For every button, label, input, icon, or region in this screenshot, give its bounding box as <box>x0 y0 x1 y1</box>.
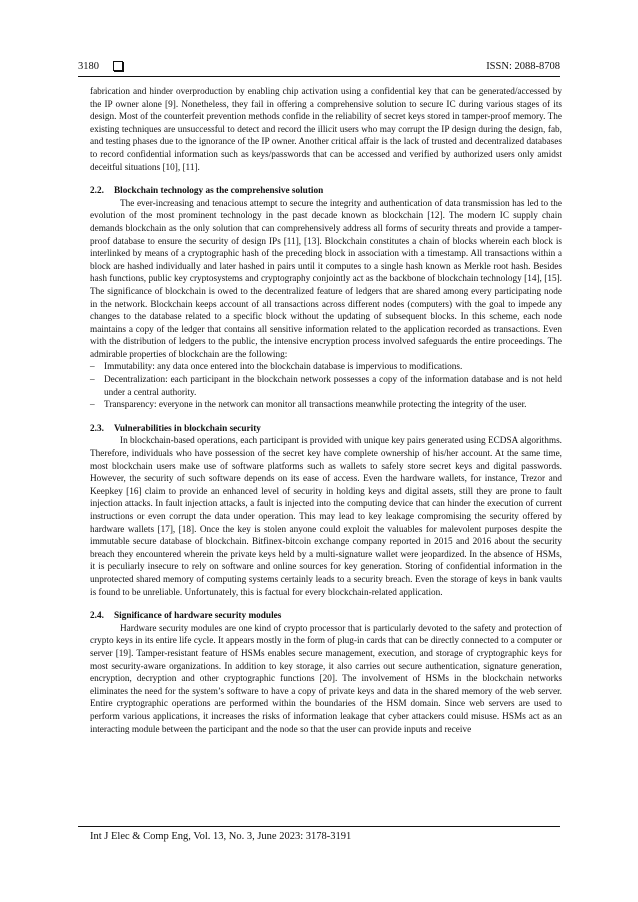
section-number: 2.3. <box>90 423 104 434</box>
section-title: Significance of hardware security modules <box>114 611 282 622</box>
section-paragraph: The ever-increasing and tenacious attempt to secure the integrity and authentication of data transmission has led to the evolution of the most prominent technology in the past decade known as blockchain [12]. The modern IC supply chain demands blockchain as the only solution that can comprehensively address all forms of security threats and provide a tamper-proof database to ensure the security of design IPs [11], [13]. Blockchain constitutes a chain of blocks wherein each block is interlinked by means of a cryptographic hash of the preceding block in association with a timestamp. All transactions within a block are hashed individually and later hashed in pairs until it computes to a single hash known as Merkle root hash. Besides hash functions, public key cryptosystems and cryptography conjointly act as the backbone of blockchain technology [14], [15]. The significance of blockchain is owed to the decentralized feature of ledgers that are shared among every participating node in the network. Blockchain keeps account of all transactions across different nodes (computers) with the goal to impede any changes to the database related to a specific block without the updating of subsequent blocks. In this scheme, each node maintains a copy of the ledger that contains all sensitive information related to the application recorded as transactions. Even with the distribution of ledgers to the public, the intensive encryption process involved safeguards the entire proceedings. The admirable properties of blockchain are the following: <box>90 198 562 360</box>
intro-paragraph: fabrication and hinder overproduction by enabling chip activation using a confidential key that can be generated/accessed by the IP owner alone [9]. Nonetheless, they fail in offering a comprehensive solution to secure IC during various stages of its design. Most of the counterfeit prevention methods confide in the reliability of secret keys stored in tamper-proof memory. The existing techniques are unsuccessful to detect and record the illicit users who may corrupt the IP design during the design, fab, and testing phases due to the ignorance of the IP owner. Another critical affair is the lack of trusted and decentralized databases to record confidential information such as keys/passwords that can be accessed and verified by authorized users only amidst deceitful situations [10], [11]. <box>90 87 562 173</box>
properties-list <box>90 361 562 411</box>
list-item-text: Transparency: everyone in the network can monitor all transactions meanwhile protecting the integrity of the user. <box>104 400 527 411</box>
page-header <box>78 58 560 74</box>
section-paragraph: In blockchain-based operations, each participant is provided with unique key pairs generated using ECDSA algorithms. Therefore, individuals who have possession of the secret key have complete ownership of his/her account. At the same time, most blockchain users make use of software platforms such as wallets to safely store secret keys and digital passwords. However, the security of such software depends on its ease of access. Even the hardware wallets, for instance, Trezor and Keepkey [16] claim to provide an enhanced level of security in holding keys and digital assets, still they are prone to fault injection attacks. In fault injection attacks, a fault is injected into the computing device that can hinder the execution of current instructions or even corrupt the data under operation. This may lead to key leakage compromising the security offered by hardware wallets [17], [18]. Once the key is stolen anyone could exploit the valuables for malevolent purposes despite the immutable secure database of blockchain. Bitfinex-bitcoin exchange company reported in 2015 and 2016 about the security breach they encountered wherein the private keys held by a multi-signature wallet were jeopardized. In the absence of HSMs, it is peculiarly insecure to rely on software and online sources for key generation. Storing of confidential information in the unprotected shared memory of computing systems certainly leads to a security breach. Even the storage of keys in bank vaults is found to be unreliable. Unfortunately, this is factual for every blockchain-related application. <box>90 436 562 598</box>
page-number: 3180 <box>78 60 99 72</box>
footer-rule <box>78 826 560 827</box>
header-square-icon <box>113 61 123 71</box>
section-heading-2-2 <box>90 185 562 198</box>
section-paragraph: Hardware security modules are one kind of crypto processor that is particularly devoted to the safety and protection of crypto keys in its entire life cycle. It appears mostly in the form of plug-in cards that can be directly connected to a computer or server [19]. Tamper-resistant feature of HSMs enables secure management, execution, and storage of cryptographic keys for most security-aware organizations. In addition to key storage, it also carries out secure authentication, signature generation, encryption, decryption and other cryptographic functions [20]. The involvement of HSMs in the blockchain networks eliminates the need for the system’s software to have a copy of private keys and data in the shared memory of the web server. Entire cryptographic operations are performed within the boundaries of the HSM domain. Since web servers are used to perform various applications, it increases the risks of information leakage that cyber attackers could misuse. HSMs act as an interacting module between the participant and the node so that the user can provide inputs and receive <box>90 623 562 735</box>
section-title: Vulnerabilities in blockchain security <box>114 423 261 434</box>
issn-label: ISSN: 2088-8708 <box>486 60 560 72</box>
header-rule <box>78 76 560 77</box>
dash-bullet-icon: – <box>90 375 95 386</box>
section-heading-2-4 <box>90 610 562 623</box>
section-title: Blockchain technology as the comprehensive solution <box>114 186 324 197</box>
list-item <box>90 374 562 399</box>
section-number: 2.4. <box>90 611 104 622</box>
dash-bullet-icon: – <box>90 400 95 411</box>
body-text <box>90 86 562 736</box>
list-item <box>90 399 562 412</box>
list-item-text: Decentralization: each participant in the blockchain network possesses a copy of the information database and is not held under a central authority. <box>104 375 562 398</box>
section-heading-2-3 <box>90 423 562 436</box>
dash-bullet-icon: – <box>90 362 95 373</box>
list-item <box>90 361 562 374</box>
list-item-text: Immutability: any data once entered into the blockchain database is impervious to modifications. <box>104 362 463 373</box>
section-number: 2.2. <box>90 186 104 197</box>
page-footer: Int J Elec & Comp Eng, Vol. 13, No. 3, June 2023: 3178-3191 <box>90 831 352 842</box>
